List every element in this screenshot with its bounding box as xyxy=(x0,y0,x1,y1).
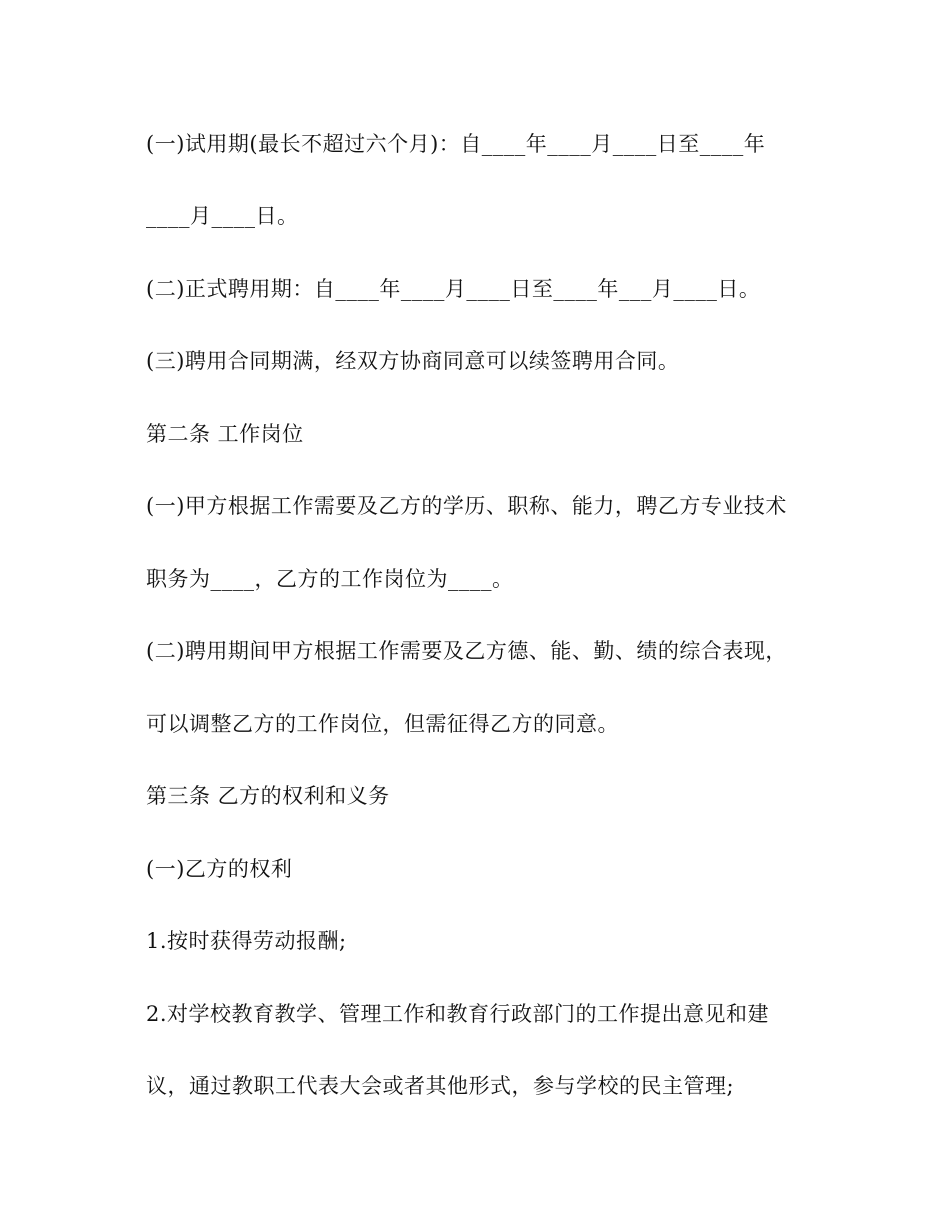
clause-position-adjustment-cont: 可以调整乙方的工作岗位，但需征得乙方的同意。 xyxy=(146,712,619,736)
subsection-heading-rights: (一)乙方的权利 xyxy=(146,857,293,881)
list-item-right-1: 1.按时获得劳动报酬; xyxy=(146,929,347,953)
clause-probation-period: (一)试用期(最长不超过六个月)：自____年____月____日至____年 xyxy=(146,132,766,156)
section-heading-article-2: 第二条 工作岗位 xyxy=(146,422,304,446)
clause-probation-period-cont: ____月____日。 xyxy=(146,204,299,228)
list-item-right-2-cont: 议，通过教职工代表大会或者其他形式，参与学校的民主管理; xyxy=(146,1074,735,1098)
list-item-right-2: 2.对学校教育教学、管理工作和教育行政部门的工作提出意见和建 xyxy=(146,1002,770,1026)
clause-position-assignment: (一)甲方根据工作需要及乙方的学历、职称、能力，聘乙方专业技术 xyxy=(146,494,787,518)
clause-formal-employment-period: (二)正式聘用期：自____年____月____日至____年___月____日。 xyxy=(146,277,761,301)
clause-position-assignment-cont: 职务为____，乙方的工作岗位为____。 xyxy=(146,567,514,591)
clause-contract-renewal: (三)聘用合同期满，经双方协商同意可以续签聘用合同。 xyxy=(146,349,680,373)
section-heading-article-3: 第三条 乙方的权利和义务 xyxy=(146,784,390,808)
clause-position-adjustment: (二)聘用期间甲方根据工作需要及乙方德、能、勤、绩的综合表现， xyxy=(146,639,787,663)
